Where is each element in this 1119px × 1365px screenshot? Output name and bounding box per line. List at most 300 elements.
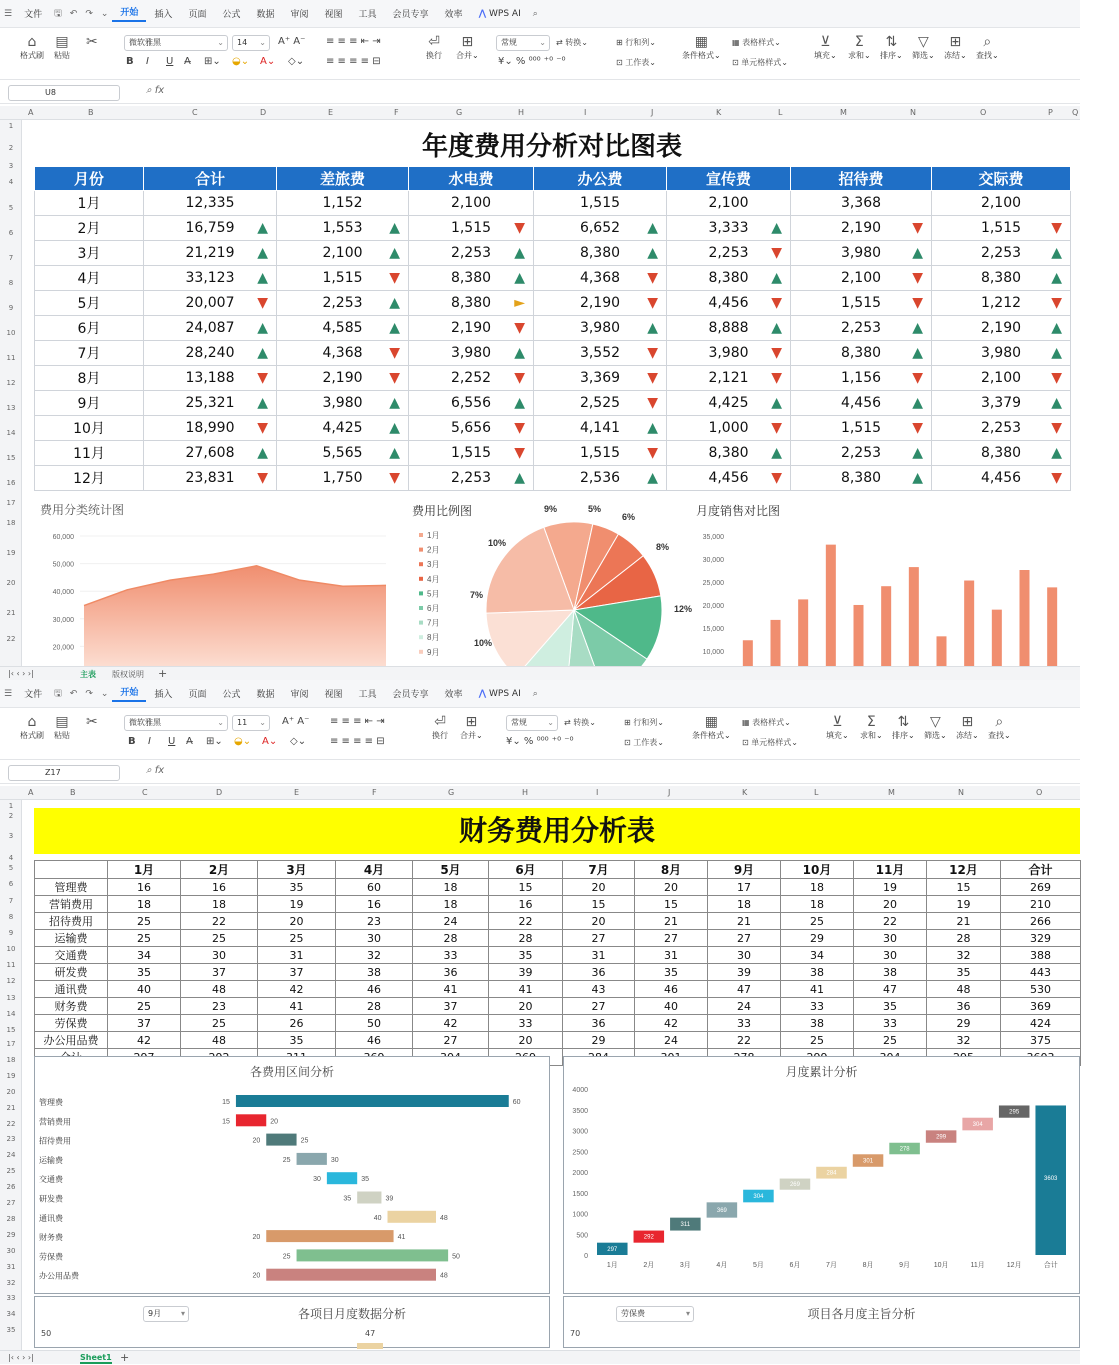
value-cell[interactable]: 20 [635, 879, 708, 896]
search-icon[interactable]: ⌕ [532, 688, 538, 699]
col-header[interactable]: O [980, 108, 987, 117]
tab-view[interactable]: 视图 [324, 10, 343, 20]
value-cell[interactable] [409, 241, 534, 266]
pie-chart[interactable] [410, 496, 693, 664]
value-cell[interactable]: 266 [1001, 913, 1081, 930]
value-cell[interactable]: 31 [635, 947, 708, 964]
value-cell[interactable]: 22 [489, 913, 563, 930]
filter-button[interactable]: ▽ 筛选⌄ [924, 714, 947, 740]
value-cell[interactable] [409, 316, 534, 341]
value-cell[interactable] [409, 291, 534, 316]
row-header[interactable]: 21 [6, 609, 16, 617]
value-cell[interactable]: 42 [258, 981, 336, 998]
search-icon[interactable]: ⌕ [532, 8, 538, 19]
undo-icon[interactable]: ↶ [69, 8, 78, 19]
col-header[interactable]: D [216, 788, 223, 797]
row-header[interactable]: 30 [6, 1246, 16, 1255]
value-cell[interactable]: 34 [108, 947, 181, 964]
file-menu[interactable]: 文件 [24, 690, 43, 700]
value-cell[interactable] [409, 216, 534, 241]
value-cell[interactable]: 17 [708, 879, 781, 896]
month-cell[interactable]: 10月 [35, 416, 144, 441]
row-header[interactable]: 1 [8, 802, 14, 810]
value-cell[interactable] [144, 466, 277, 491]
tab-member[interactable]: 会员专享 [392, 690, 429, 700]
cond-format-button[interactable]: ▦ 条件格式⌄ [692, 714, 731, 740]
value-cell[interactable]: 40 [108, 981, 181, 998]
cond-format-button[interactable]: ▦ 条件格式⌄ [682, 34, 721, 60]
freeze-button[interactable]: ⊞ 冻结⌄ [956, 714, 979, 740]
value-cell[interactable] [667, 341, 791, 366]
value-cell[interactable] [932, 316, 1071, 341]
value-cell[interactable] [534, 416, 667, 441]
row-header[interactable]: 26 [6, 1183, 16, 1192]
value-cell[interactable]: 50 [336, 1015, 413, 1032]
value-cell[interactable] [932, 241, 1071, 266]
value-cell[interactable]: 33 [781, 998, 854, 1015]
col-header[interactable]: B [70, 788, 76, 797]
value-cell[interactable]: 20 [563, 879, 635, 896]
value-cell[interactable]: 530 [1001, 981, 1081, 998]
value-cell[interactable]: 48 [181, 1032, 258, 1049]
row-header[interactable]: 11 [6, 354, 16, 362]
month-cell[interactable]: 7月 [35, 341, 144, 366]
value-cell[interactable]: 33 [489, 1015, 563, 1032]
value-cell[interactable] [932, 466, 1071, 491]
row-header[interactable]: 10 [6, 329, 16, 337]
row-header[interactable]: 27 [6, 1199, 16, 1207]
value-cell[interactable]: 18 [413, 896, 489, 913]
clear-icon[interactable]: ◇⌄ [290, 736, 307, 747]
value-cell[interactable]: 48 [181, 981, 258, 998]
row-label[interactable]: 办公用品费 [35, 1032, 108, 1049]
value-cell[interactable] [277, 466, 409, 491]
value-cell[interactable]: 35 [258, 1032, 336, 1049]
grow-font-icon[interactable]: A⁺ A⁻ [282, 716, 310, 727]
paste-button[interactable] [54, 34, 70, 61]
row-header[interactable]: 2 [8, 812, 14, 820]
tab-home[interactable]: 开始 [112, 5, 146, 22]
col-header[interactable]: I [596, 788, 599, 797]
col-header[interactable]: A [28, 108, 34, 117]
row-header[interactable]: 5 [8, 204, 14, 212]
value-cell[interactable] [667, 316, 791, 341]
sort-button[interactable]: ⇅ 排序⌄ [892, 714, 915, 740]
value-cell[interactable]: 43 [563, 981, 635, 998]
format-painter-button[interactable] [20, 34, 44, 61]
value-cell[interactable]: 25 [108, 998, 181, 1015]
value-cell[interactable]: 30 [336, 930, 413, 947]
value-cell[interactable]: 42 [635, 1015, 708, 1032]
value-cell[interactable]: 36 [563, 964, 635, 981]
value-cell[interactable]: 15 [927, 879, 1001, 896]
value-cell[interactable] [534, 316, 667, 341]
row-label[interactable]: 运输费 [35, 930, 108, 947]
value-cell[interactable]: 424 [1001, 1015, 1081, 1032]
row-header[interactable]: 15 [6, 1026, 16, 1034]
menu-icon[interactable]: ☰ [4, 8, 13, 19]
value-cell[interactable]: 32 [927, 947, 1001, 964]
value-cell[interactable]: 41 [489, 981, 563, 998]
value-cell[interactable] [667, 241, 791, 266]
cell-style-button[interactable]: ⊡ 单元格样式⌄ [742, 738, 798, 747]
col-header[interactable]: I [584, 108, 587, 117]
row-header[interactable]: 5 [8, 864, 14, 872]
sort-button[interactable]: ⇅ 排序⌄ [880, 34, 903, 60]
row-header[interactable]: 14 [6, 429, 16, 437]
fill-color-icon[interactable]: ◒⌄ [234, 736, 252, 747]
row-header[interactable]: 24 [6, 1151, 16, 1160]
value-cell[interactable]: 15 [563, 896, 635, 913]
row-header[interactable]: 7 [8, 254, 14, 262]
value-cell[interactable] [791, 366, 932, 391]
worksheet-button[interactable]: ⊡ 工作表⌄ [624, 738, 664, 747]
bar-chart[interactable] [692, 522, 1070, 664]
value-cell[interactable] [932, 366, 1071, 391]
value-cell[interactable] [277, 366, 409, 391]
value-cell[interactable] [791, 241, 932, 266]
fx-icon[interactable]: ⌕ fx [146, 85, 165, 96]
value-cell[interactable]: 20 [258, 913, 336, 930]
value-cell[interactable] [144, 341, 277, 366]
value-cell[interactable] [277, 341, 409, 366]
month-cell[interactable]: 11月 [35, 441, 144, 466]
row-label[interactable]: 通讯费 [35, 981, 108, 998]
value-cell[interactable]: 37 [181, 964, 258, 981]
value-cell[interactable] [791, 391, 932, 416]
value-cell[interactable]: 27 [708, 930, 781, 947]
value-cell[interactable]: 24 [635, 1032, 708, 1049]
tab-data[interactable]: 数据 [256, 10, 275, 20]
value-cell[interactable]: 15 [489, 879, 563, 896]
value-cell[interactable]: 42 [108, 1032, 181, 1049]
row-header[interactable]: 19 [6, 1071, 16, 1080]
currency-icon[interactable]: ¥⌄ % ⁰⁰⁰ ⁺⁰ ⁻⁰ [506, 736, 574, 747]
font-select[interactable] [124, 715, 228, 731]
value-cell[interactable] [667, 466, 791, 491]
value-cell[interactable] [144, 241, 277, 266]
value-cell[interactable]: 32 [336, 947, 413, 964]
value-cell[interactable]: 329 [1001, 930, 1081, 947]
row-header[interactable]: 3 [8, 832, 14, 840]
value-cell[interactable] [932, 391, 1071, 416]
tab-review[interactable]: 审阅 [290, 10, 309, 20]
value-cell[interactable] [667, 291, 791, 316]
value-cell[interactable]: 375 [1001, 1032, 1081, 1049]
italic-button[interactable]: I [146, 56, 149, 67]
row-header[interactable]: 17 [6, 499, 16, 507]
save-icon[interactable]: 🖫 [54, 688, 62, 699]
row-col-button[interactable]: ⊞ 行和列⌄ [616, 38, 656, 47]
value-cell[interactable] [534, 291, 667, 316]
value-cell[interactable]: 20 [489, 1032, 563, 1049]
tab-formula[interactable]: 公式 [222, 10, 241, 20]
row-header[interactable]: 6 [8, 880, 14, 888]
value-cell[interactable] [144, 216, 277, 241]
value-cell[interactable] [534, 216, 667, 241]
value-cell[interactable]: 40 [635, 998, 708, 1015]
row-header[interactable]: 32 [6, 1278, 16, 1287]
redo-icon[interactable]: ↷ [85, 688, 93, 699]
month-cell[interactable]: 6月 [35, 316, 144, 341]
value-cell[interactable]: 39 [489, 964, 563, 981]
value-cell[interactable]: 18 [108, 896, 181, 913]
value-cell[interactable]: 269 [1001, 879, 1081, 896]
row-label[interactable]: 交通费 [35, 947, 108, 964]
value-cell[interactable] [534, 191, 667, 216]
save-icon[interactable]: 🖫 [54, 8, 62, 19]
value-cell[interactable]: 18 [708, 896, 781, 913]
tab-home[interactable]: 开始 [112, 685, 146, 702]
sum-button[interactable]: Σ 求和⌄ [848, 34, 871, 60]
row-header[interactable]: 12 [6, 379, 16, 387]
value-cell[interactable] [277, 191, 409, 216]
name-box[interactable] [8, 85, 120, 101]
value-cell[interactable] [667, 441, 791, 466]
paste-button[interactable] [54, 714, 70, 741]
value-cell[interactable]: 29 [563, 1032, 635, 1049]
value-cell[interactable]: 15 [635, 896, 708, 913]
value-cell[interactable] [144, 316, 277, 341]
value-cell[interactable]: 37 [108, 1015, 181, 1032]
font-select[interactable] [124, 35, 228, 51]
value-cell[interactable]: 25 [854, 1032, 927, 1049]
value-cell[interactable] [144, 191, 277, 216]
value-cell[interactable]: 28 [927, 930, 1001, 947]
underline-button[interactable]: U [166, 56, 174, 67]
row-header[interactable]: 3 [8, 162, 14, 170]
cumulative-chart-panel[interactable] [563, 1056, 1080, 1294]
tab-page[interactable]: 页面 [188, 690, 207, 700]
value-cell[interactable]: 60 [336, 879, 413, 896]
wrap-button[interactable] [426, 34, 442, 61]
font-size-select[interactable] [232, 715, 270, 731]
wps-ai-button[interactable]: ⋀ WPS AI [478, 688, 521, 699]
value-cell[interactable] [791, 466, 932, 491]
row-header[interactable]: 1 [8, 122, 14, 130]
value-cell[interactable] [534, 441, 667, 466]
row-header[interactable]: 20 [6, 1087, 16, 1096]
col-header[interactable]: M [840, 108, 847, 117]
value-cell[interactable]: 20 [854, 896, 927, 913]
value-cell[interactable]: 46 [635, 981, 708, 998]
value-cell[interactable]: 38 [854, 964, 927, 981]
value-cell[interactable]: 18 [781, 896, 854, 913]
value-cell[interactable]: 41 [258, 998, 336, 1015]
value-cell[interactable] [667, 416, 791, 441]
row-header[interactable]: 16 [6, 479, 16, 487]
col-header[interactable]: C [192, 108, 198, 117]
align-left-icon[interactable]: ≡ ≡ ≡ ≡ ⊟ [326, 56, 381, 67]
value-cell[interactable] [534, 466, 667, 491]
align-top-icon[interactable]: ≡ ≡ ≡ ⇤ ⇥ [330, 716, 385, 727]
col-header[interactable]: H [522, 788, 529, 797]
value-cell[interactable] [534, 366, 667, 391]
value-cell[interactable]: 28 [413, 930, 489, 947]
value-cell[interactable]: 16 [181, 879, 258, 896]
tab-data[interactable]: 数据 [256, 690, 275, 700]
find-button[interactable]: ⌕ 查找⌄ [976, 34, 999, 60]
tab-page[interactable]: 页面 [188, 10, 207, 20]
value-cell[interactable]: 25 [108, 930, 181, 947]
row-label[interactable]: 研发费 [35, 964, 108, 981]
row-header[interactable]: 12 [6, 977, 16, 985]
font-color-icon[interactable]: A⌄ [260, 56, 276, 67]
value-cell[interactable]: 27 [635, 930, 708, 947]
value-cell[interactable]: 19 [927, 896, 1001, 913]
month-cell[interactable]: 3月 [35, 241, 144, 266]
row-header[interactable]: 31 [6, 1262, 16, 1271]
value-cell[interactable]: 37 [413, 998, 489, 1015]
tab-member[interactable]: 会员专享 [392, 10, 429, 20]
cut-button[interactable] [86, 714, 98, 730]
value-cell[interactable] [667, 391, 791, 416]
strikethrough-button[interactable]: A̶ [186, 736, 193, 747]
row-header[interactable]: 34 [6, 1310, 16, 1319]
add-sheet-icon[interactable]: + [120, 1351, 130, 1364]
value-cell[interactable]: 36 [413, 964, 489, 981]
add-sheet-icon[interactable]: + [158, 667, 168, 680]
row-header[interactable]: 21 [6, 1103, 16, 1112]
value-cell[interactable]: 18 [413, 879, 489, 896]
col-header[interactable]: G [456, 108, 463, 117]
row-header[interactable]: 4 [8, 854, 14, 862]
range-chart-panel[interactable] [34, 1056, 550, 1294]
sum-button[interactable]: Σ 求和⌄ [860, 714, 883, 740]
value-cell[interactable] [409, 366, 534, 391]
value-cell[interactable] [791, 291, 932, 316]
col-header[interactable]: A [28, 788, 34, 797]
row-header[interactable]: 19 [6, 549, 16, 557]
value-cell[interactable] [791, 266, 932, 291]
area-chart[interactable] [34, 522, 394, 664]
value-cell[interactable] [144, 391, 277, 416]
value-cell[interactable]: 35 [258, 879, 336, 896]
font-color-icon[interactable]: A⌄ [262, 736, 278, 747]
number-format-select[interactable] [506, 715, 558, 731]
chevron-down-icon[interactable]: ⌄ [100, 688, 109, 699]
month-cell[interactable]: 5月 [35, 291, 144, 316]
col-header[interactable]: L [814, 788, 819, 797]
fx-icon[interactable]: ⌕ fx [146, 765, 165, 776]
value-cell[interactable] [932, 191, 1071, 216]
value-cell[interactable] [409, 441, 534, 466]
row-header[interactable]: 22 [6, 1119, 16, 1128]
row-header[interactable]: 8 [8, 913, 14, 921]
value-cell[interactable] [932, 416, 1071, 441]
value-cell[interactable]: 46 [336, 1032, 413, 1049]
value-cell[interactable]: 28 [489, 930, 563, 947]
value-cell[interactable] [277, 216, 409, 241]
row-header[interactable]: 9 [8, 929, 14, 937]
value-cell[interactable]: 30 [181, 947, 258, 964]
value-cell[interactable] [932, 341, 1071, 366]
value-cell[interactable] [932, 441, 1071, 466]
convert-button[interactable]: ⇄ 转换⌄ [564, 718, 596, 727]
sheet-tab-copyright[interactable]: 版权说明 [112, 670, 144, 679]
col-header[interactable]: F [394, 108, 399, 117]
value-cell[interactable]: 16 [336, 896, 413, 913]
file-menu[interactable]: 文件 [24, 10, 43, 20]
item-chart-panel[interactable] [34, 1296, 550, 1348]
name-box[interactable] [8, 765, 120, 781]
value-cell[interactable]: 33 [854, 1015, 927, 1032]
value-cell[interactable]: 27 [563, 930, 635, 947]
value-cell[interactable]: 23 [181, 998, 258, 1015]
col-header[interactable]: N [958, 788, 964, 797]
row-header[interactable]: 13 [6, 994, 16, 1002]
value-cell[interactable]: 21 [927, 913, 1001, 930]
currency-icon[interactable]: ¥⌄ % ⁰⁰⁰ ⁺⁰ ⁻⁰ [498, 56, 566, 67]
row-header[interactable]: 29 [6, 1230, 16, 1239]
value-cell[interactable]: 34 [781, 947, 854, 964]
value-cell[interactable]: 25 [181, 1015, 258, 1032]
col-header[interactable]: G [448, 788, 455, 797]
tab-efficiency[interactable]: 效率 [444, 690, 463, 700]
col-header[interactable]: H [518, 108, 525, 117]
wrap-button[interactable] [432, 714, 448, 741]
value-cell[interactable]: 16 [489, 896, 563, 913]
row-header[interactable]: 22 [6, 635, 16, 643]
value-cell[interactable]: 23 [336, 913, 413, 930]
tab-efficiency[interactable]: 效率 [444, 10, 463, 20]
col-header[interactable]: D [260, 108, 267, 117]
col-header[interactable]: E [328, 108, 334, 117]
col-header[interactable]: K [716, 108, 722, 117]
value-cell[interactable] [534, 241, 667, 266]
col-header[interactable]: P [1048, 108, 1053, 117]
value-cell[interactable] [667, 266, 791, 291]
fill-button[interactable]: ⊻ 填充⌄ [814, 34, 837, 60]
value-cell[interactable]: 41 [413, 981, 489, 998]
value-cell[interactable] [791, 216, 932, 241]
value-cell[interactable]: 39 [708, 964, 781, 981]
value-cell[interactable] [277, 266, 409, 291]
value-cell[interactable] [534, 341, 667, 366]
value-cell[interactable] [932, 216, 1071, 241]
redo-icon[interactable]: ↷ [85, 8, 93, 19]
value-cell[interactable]: 388 [1001, 947, 1081, 964]
col-header[interactable]: J [668, 788, 671, 797]
row-header[interactable]: 17 [6, 1040, 16, 1048]
tab-review[interactable]: 审阅 [290, 690, 309, 700]
month-cell[interactable]: 12月 [35, 466, 144, 491]
col-header[interactable]: L [778, 108, 783, 117]
value-cell[interactable]: 26 [258, 1015, 336, 1032]
month-cell[interactable]: 4月 [35, 266, 144, 291]
value-cell[interactable] [144, 441, 277, 466]
nav-first-icon[interactable]: |‹ ‹ › ›| [8, 669, 34, 678]
row-header[interactable]: 11 [6, 961, 16, 969]
convert-button[interactable]: ⇄ 转换⌄ [556, 38, 588, 47]
nav-first-icon[interactable]: |‹ ‹ › ›| [8, 1353, 34, 1362]
cut-button[interactable] [86, 34, 98, 50]
value-cell[interactable]: 25 [781, 913, 854, 930]
value-cell[interactable]: 36 [563, 1015, 635, 1032]
value-cell[interactable]: 20 [563, 913, 635, 930]
value-cell[interactable] [667, 216, 791, 241]
value-cell[interactable]: 35 [635, 964, 708, 981]
value-cell[interactable]: 35 [489, 947, 563, 964]
value-cell[interactable]: 25 [108, 913, 181, 930]
value-cell[interactable] [144, 416, 277, 441]
font-size-select[interactable] [232, 35, 270, 51]
value-cell[interactable]: 443 [1001, 964, 1081, 981]
sheet-tab-1[interactable]: Sheet1 [80, 1353, 112, 1362]
grow-font-icon[interactable]: A⁺ A⁻ [278, 36, 306, 47]
value-cell[interactable] [409, 466, 534, 491]
value-cell[interactable]: 32 [927, 1032, 1001, 1049]
